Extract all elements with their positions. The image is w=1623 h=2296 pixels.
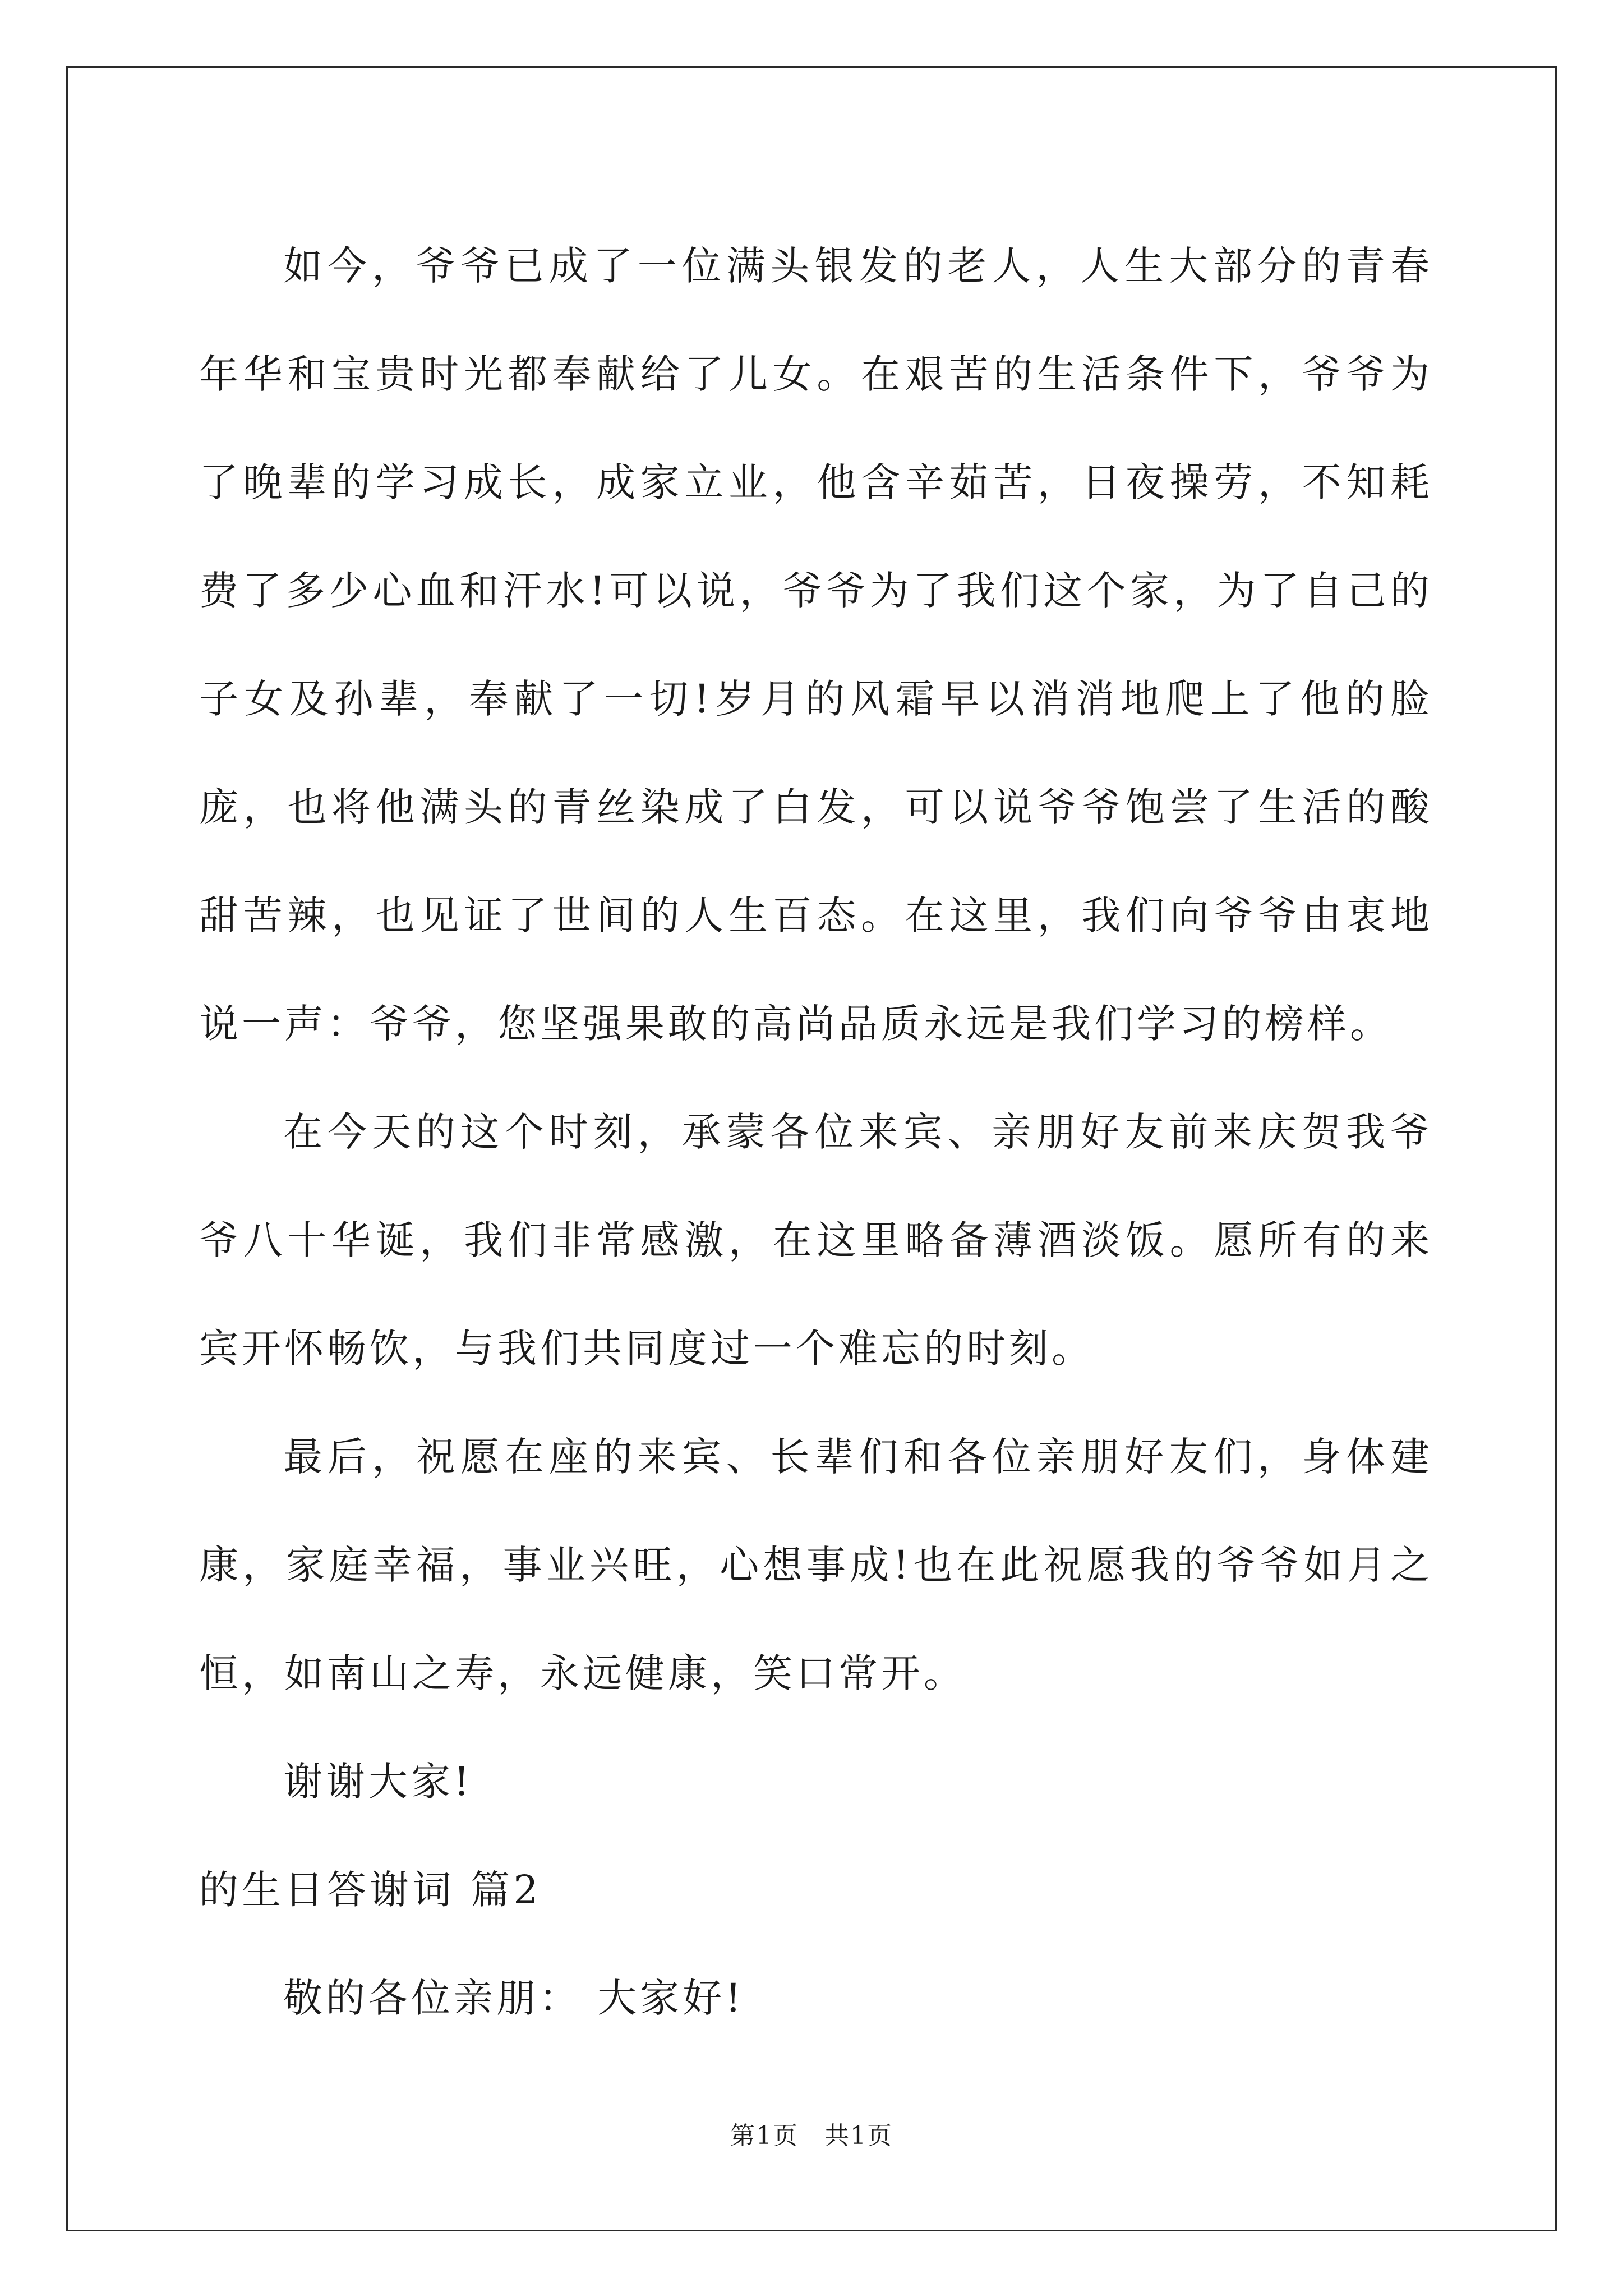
document-body <box>199 212 1433 2053</box>
page-footer: 第1页 共1页 <box>730 2122 893 2150</box>
paragraph-thank-you: 谢谢大家! <box>283 1759 473 1805</box>
paragraph-greeting: 敬的各位亲朋： 大家好! <box>283 1975 745 2021</box>
paragraph-blessings: 最后，祝愿在座的来宾、长辈们和各位亲朋好友们，身体建康，家庭幸福，事业兴旺，心想事成!也在此祝愿我的爷爷如月之恒，如南山之寿，永远健康，笑口常开。 <box>199 1434 1433 1696</box>
section-heading: 的生日答谢词 篇2 <box>199 1867 542 1913</box>
paragraph-grandfather-tribute: 如今，爷爷已成了一位满头银发的老人，人生大部分的青春年华和宝贵时光都奉献给了儿女。在艰苦的生活条件下，爷爷为了晚辈的学习成长，成家立业，他含辛茹苦，日夜操劳，不知耗费了多少心血和汗水!可以说，爷爷为了我们这个家，为了自己的子女及孙辈，奉献了一切!岁月的风霜早以消消地爬上了他的脸庞，也将他满头的青丝染成了白发，可以说爷爷饱尝了生活的酸甜苦辣，也见证了世间的人生百态。在这里，我们向爷爷由衷地说一声：爷爷，您坚强果敢的高尚品质永远是我们学习的榜样。 <box>199 243 1433 1047</box>
paragraph-thanks-guests: 在今天的这个时刻，承蒙各位来宾、亲朋好友前来庆贺我爷爷八十华诞，我们非常感激，在这里略备薄酒淡饭。愿所有的来宾开怀畅饮，与我们共同度过一个难忘的时刻。 <box>199 1109 1433 1372</box>
